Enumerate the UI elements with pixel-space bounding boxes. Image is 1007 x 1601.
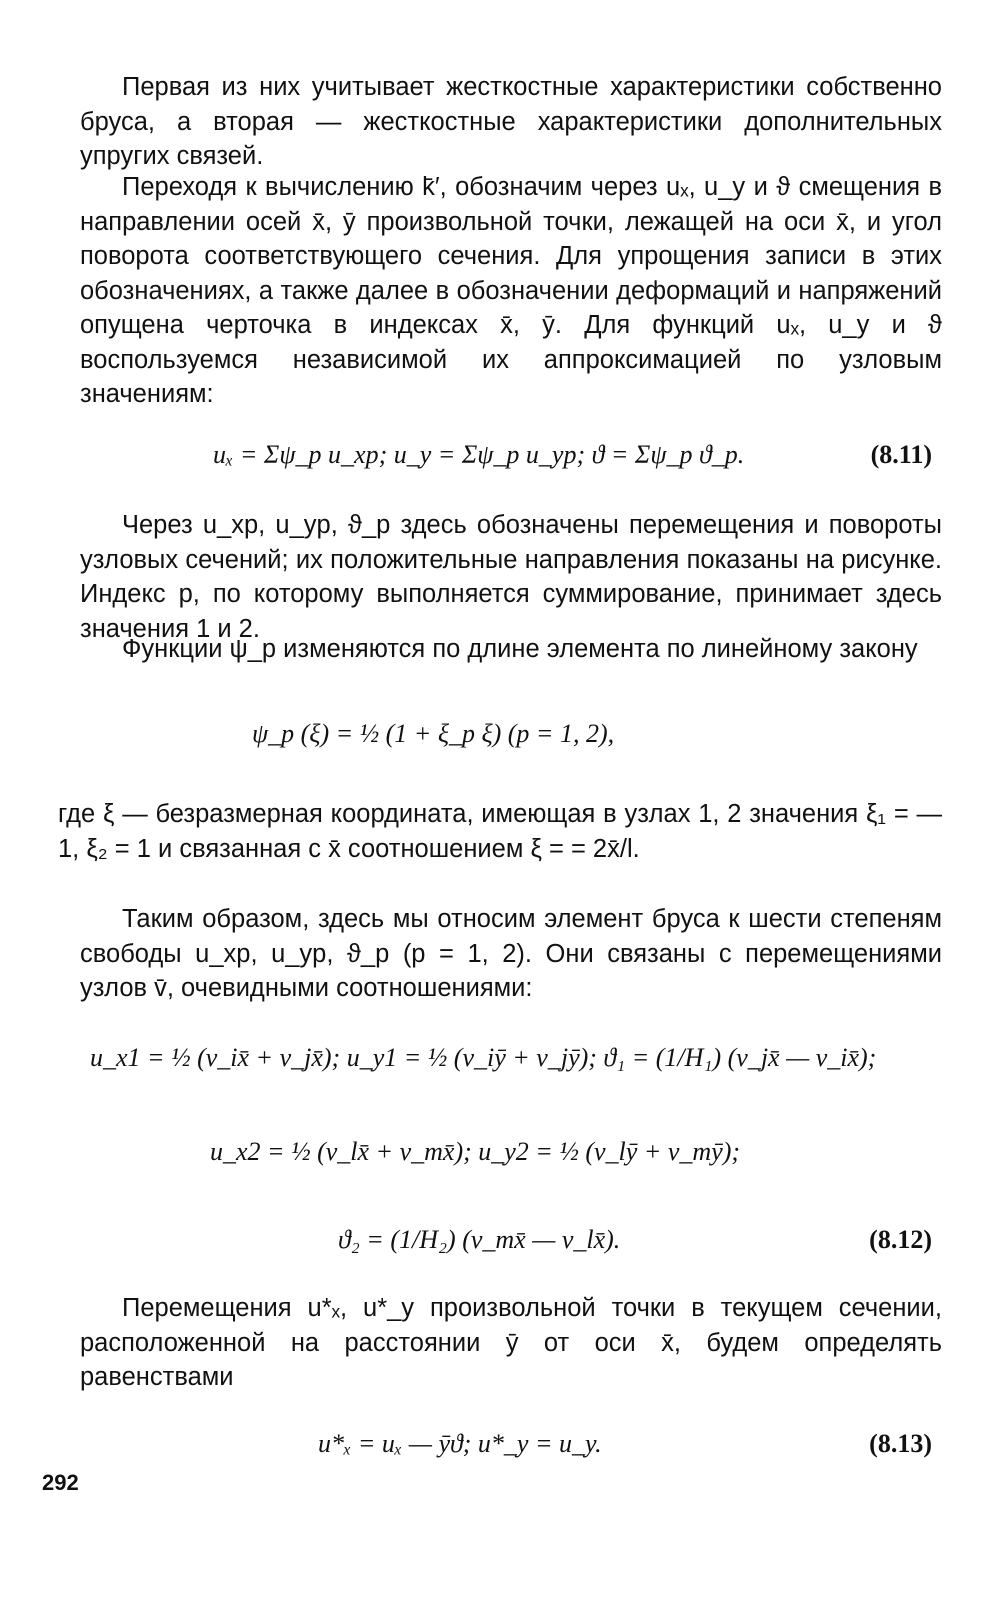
equation-8-13: [80, 1422, 942, 1466]
equation-8-12-line-3-body: ϑ₂ = (1/H₂) (v_mx̄ — v_lx̄).: [338, 1225, 621, 1254]
equation-psi: [80, 712, 942, 756]
equation-8-12-line-1: [80, 1036, 942, 1080]
equation-8-12-line-1-body: u_x1 = ½ (v_ix̄ + v_jx̄); u_y1 = ½ (v_iȳ + v_jȳ); ϑ₁ = (1/H₁) (v_jx̄ — v_ix̄);: [90, 1043, 877, 1072]
equation-8-11-body: uₓ = Σψ_p u_xp; u_y = Σψ_p u_yp; ϑ = Σψ_p ϑ_p.: [213, 440, 745, 469]
equation-number-8-13: (8.13): [869, 1429, 932, 1458]
equation-number-8-11: (8.11): [870, 440, 932, 469]
equation-8-12-line-3: [80, 1218, 942, 1262]
paragraph-6: Таким образом, здесь мы относим элемент бруса к шести степеням свободы u_xp, u_yp, ϑ_p (p = 1, 2). Они связаны с перемещениями узлов v̄, очевидными соотношениями:: [80, 905, 942, 1002]
equation-8-13-body: u*ₓ = uₓ — ȳϑ; u*_y = u_y.: [318, 1429, 602, 1458]
equation-8-12-line-2: [80, 1130, 942, 1174]
equation-psi-body: ψ_p (ξ) = ½ (1 + ξ_p ξ) (p = 1, 2),: [252, 719, 615, 748]
paragraph-7: Перемещения u*ₓ, u*_y произвольной точки в текущем сечении, расположенной на расстоянии ȳ от оси x̄, будем определять равенствами: [80, 1294, 942, 1391]
paragraph-4: Функции ψ_p изменяются по длине элемента по линейному закону: [122, 635, 918, 663]
equation-8-11: [80, 433, 942, 477]
page-number: 292: [42, 1470, 79, 1495]
equation-number-8-12: (8.12): [869, 1225, 932, 1254]
paragraph-2: Переходя к вычислению k̄′, обозначим через uₓ, u_y и ϑ смещения в направлении осей x̄, ȳ произвольной точки, лежащей на оси x̄, и угол поворота соответствующего сечения. Для упрощения записи в этих обозначениях, а также далее в обозначении деформаций и напряжений опущена черточка в индексах x̄, ȳ. Для функций uₓ, u_y и ϑ воспользуемся независимой их аппроксимацией по узловым значениям:: [80, 173, 942, 408]
equation-8-12-line-2-body: u_x2 = ½ (v_lx̄ + v_mx̄); u_y2 = ½ (v_lȳ + v_mȳ);: [210, 1137, 741, 1166]
paragraph-3: Через u_xp, u_yp, ϑ_p здесь обозначены перемещения и повороты узловых сечений; их положительные направления показаны на рисунке. Индекс p, по которому выполняется суммирование, принимает здесь значения 1 и 2.: [80, 511, 942, 643]
paragraph-1: Первая из них учитывает жесткостные характеристики собственно бруса, а вторая — жесткостные характеристики дополнительных упругих связей.: [80, 73, 942, 170]
paragraph-5: где ξ — безразмерная координата, имеющая в узлах 1, 2 значения ξ₁ = —1, ξ₂ = 1 и связанная с x̄ соотношением ξ = = 2x̄/l.: [58, 800, 942, 863]
